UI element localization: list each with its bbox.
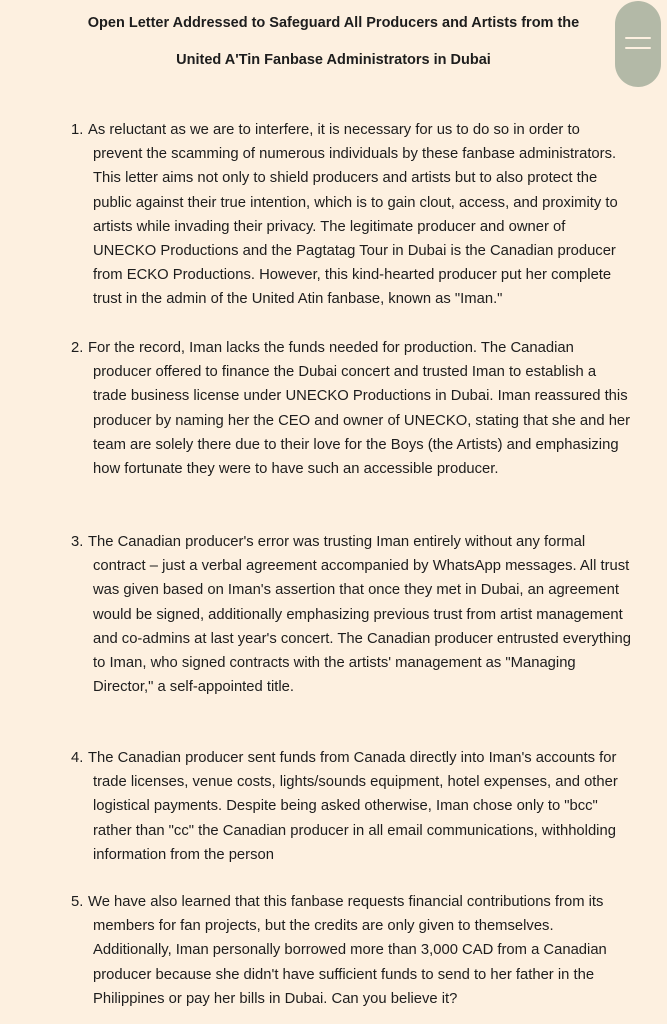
- list-item-number: 2.: [71, 340, 84, 356]
- list-item-number: 3.: [71, 534, 84, 550]
- list-item-line: Director," a self-appointed title.: [93, 679, 295, 696]
- list-item-line: rather than "cc" the Canadian producer in all email communications, withholding: [93, 822, 616, 839]
- list-item-4: [71, 746, 631, 867]
- list-item-2: [71, 336, 631, 481]
- list-item-line: prevent the scamming of numerous individuals by these fanbase administrators.: [93, 146, 617, 163]
- list-item-line: Philippines or pay her bills in Dubai. Can you believe it?: [93, 990, 458, 1007]
- list-item-line: For the record, Iman lacks the funds needed for production. The Canadian: [88, 340, 574, 356]
- list-item-line: members for fan projects, but the credits are only given to themselves.: [93, 918, 554, 935]
- list-item-line: As reluctant as we are to interfere, it is necessary for us to do so in order to: [88, 122, 580, 138]
- list-item-1: [71, 118, 631, 312]
- list-item-line: trust in the admin of the United Atin fanbase, known as "Iman.": [93, 291, 503, 308]
- list-item-line: The Canadian producer's error was trusting Iman entirely without any formal: [88, 534, 586, 550]
- list-item-line: producer by naming her the CEO and owner of UNECKO, stating that she and her: [93, 412, 631, 429]
- list-item-line: logistical payments. Despite being asked otherwise, Iman chose only to "bcc": [93, 798, 598, 815]
- list-item-line: The Canadian producer sent funds from Canada directly into Iman's accounts for: [88, 750, 617, 766]
- list-item-number: 1.: [71, 122, 84, 138]
- list-item-line: UNECKO Productions and the Pagtatag Tour in Dubai is the Canadian producer: [93, 243, 616, 260]
- list-item-number: 4.: [71, 750, 84, 766]
- list-item-line: artists while invading their privacy. The legitimate producer and owner of: [93, 218, 566, 235]
- list-item-line: was given based on Iman's assertion that once they met in Dubai, an agreement: [93, 582, 619, 599]
- list-item-line: how fortunate they were to have such an accessible producer.: [93, 461, 499, 478]
- list-item-line: and co-admins at last year's concert. The Canadian producer entrusted everything: [93, 630, 632, 647]
- list-item-line: trade licenses, venue costs, lights/sounds equipment, hotel expenses, and other: [93, 774, 618, 791]
- list-item-line: to Iman, who signed contracts with the artists' management as "Managing: [93, 655, 576, 672]
- list-item-line: team are solely there due to their love for the Boys (the Artists) and emphasizing: [93, 436, 619, 453]
- list-item-line: from ECKO Productions. However, this kind-hearted producer put her complete: [93, 267, 612, 284]
- list-item-line: trade business license under UNECKO Productions in Dubai. Iman reassured this: [93, 388, 628, 405]
- list-item-line: producer because she didn't have sufficient funds to send to her father in the: [93, 966, 595, 983]
- hamburger-menu-icon: [625, 37, 651, 39]
- list-item-3: [71, 530, 631, 699]
- document-title-line-1: Open Letter Addressed to Safeguard All Producers and Artists from the: [87, 15, 580, 31]
- list-item-line: would be signed, additionally emphasizing previous trust from artist management: [93, 606, 623, 623]
- list-item-line: producer offered to finance the Dubai concert and trusted Iman to establish a: [93, 364, 597, 381]
- list-item-line: We have also learned that this fanbase requests financial contributions from its: [88, 894, 604, 910]
- list-item-5: [71, 890, 631, 1011]
- list-item-line: This letter aims not only to shield producers and artists but to also protect the: [93, 170, 598, 187]
- document-title-line-2: United A'Tin Fanbase Administrators in Dubai: [176, 52, 491, 68]
- list-item-line: public against their true intention, which is to gain clout, access, and proximity to: [93, 194, 618, 211]
- list-item-line: contract – just a verbal agreement accompanied by WhatsApp messages. All trust: [93, 558, 630, 575]
- list-item-line: Additionally, Iman personally borrowed more than 3,000 CAD from a Canadian: [93, 942, 607, 959]
- hamburger-menu-icon-bar: [625, 47, 651, 49]
- menu-button[interactable]: [615, 1, 661, 87]
- list-item-number: 5.: [71, 894, 84, 910]
- list-item-line: information from the person: [93, 846, 274, 863]
